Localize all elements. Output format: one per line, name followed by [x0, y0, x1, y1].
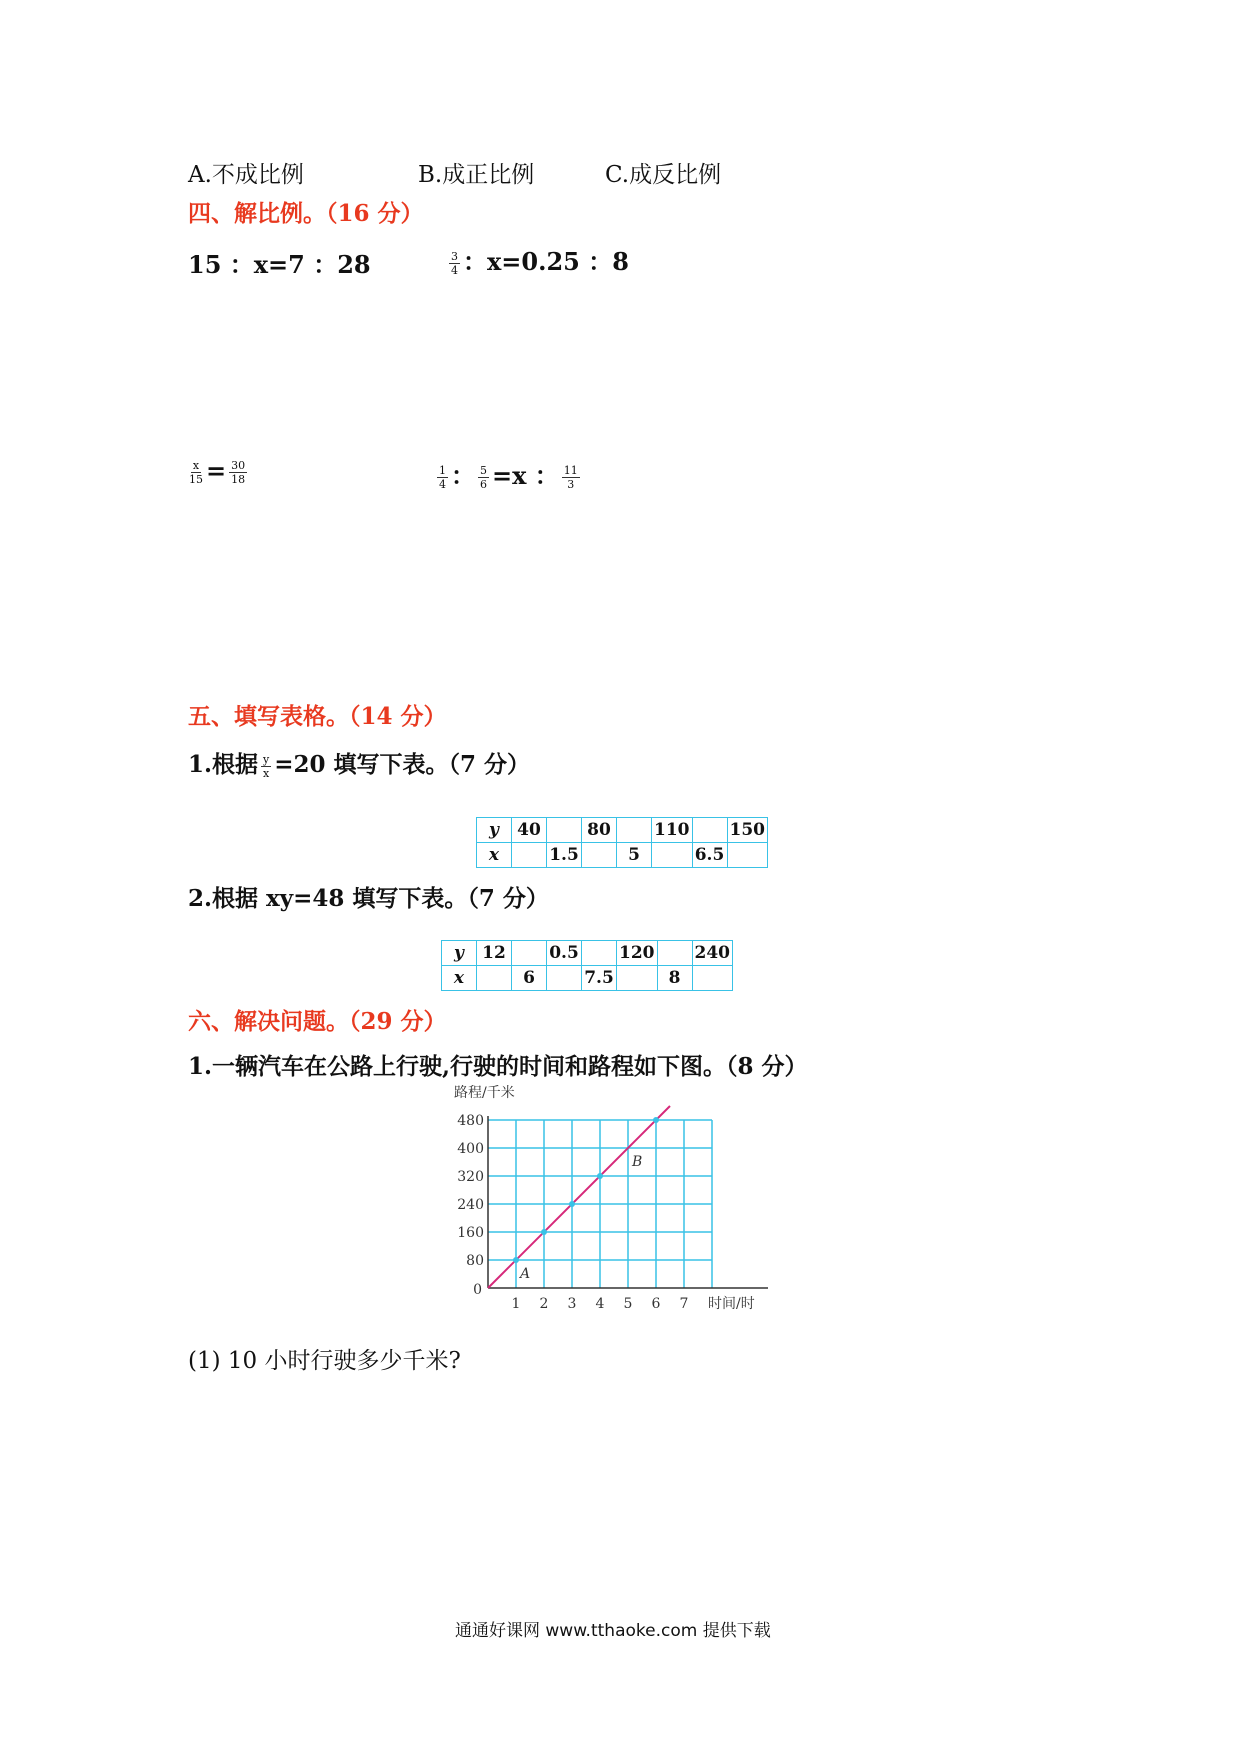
section4-title: 四、解比例。（16 分） — [188, 200, 424, 227]
table-cell: 40 — [512, 818, 547, 843]
table-cell — [547, 966, 582, 991]
x-tick-label: 3 — [567, 1296, 577, 1312]
table-cell: 6 — [512, 966, 547, 991]
table-row — [477, 818, 768, 843]
distance-time-chart — [440, 1085, 800, 1325]
table-cell: 8 — [657, 966, 692, 991]
table-row — [477, 843, 768, 868]
y-tick-label: 80 — [466, 1253, 484, 1269]
fraction: $\frac{y}{x}$ — [263, 752, 270, 780]
y-tick-label: 480 — [457, 1113, 484, 1129]
equation-1: 15 ：x=7 ：28 — [188, 250, 371, 279]
y-tick-label: 160 — [457, 1225, 484, 1241]
table-row — [442, 966, 733, 991]
table-cell — [582, 843, 617, 868]
equation-4: $\frac{1}{4}$ ： $\frac{5}{6}$ =x ： $\frac{11}{3}$ — [439, 461, 578, 491]
y-axis-label: 路程/千米 — [454, 1085, 515, 1101]
table-xy — [441, 940, 733, 991]
y-tick-label: 400 — [457, 1141, 484, 1157]
y-tick-label: 320 — [457, 1169, 484, 1185]
option-c: C.成反比例 — [605, 162, 722, 188]
x-tick-label: 5 — [623, 1296, 633, 1312]
table-cell — [692, 818, 727, 843]
table-cell — [477, 966, 512, 991]
fraction: $\frac{1}{4}$ — [439, 464, 446, 491]
table-cell: 80 — [582, 818, 617, 843]
data-point — [513, 1257, 519, 1263]
question-5-2: 2.根据 xy=48 填写下表。（7 分） — [188, 885, 549, 912]
x-tick-label: 4 — [595, 1296, 605, 1312]
equation-3: $\frac{x}{15}$ = $\frac{30}{18}$ — [189, 456, 246, 486]
x-tick-label: 1 — [511, 1296, 521, 1312]
fraction: $\frac{30}{18}$ — [231, 459, 246, 486]
section5-title: 五、填写表格。（14 分） — [188, 703, 447, 730]
option-a: A.不成比例 — [188, 162, 304, 188]
table-cell: 7.5 — [582, 966, 617, 991]
table-cell: y — [477, 818, 512, 843]
data-point — [653, 1117, 659, 1123]
fraction: $\frac{x}{15}$ — [189, 459, 203, 486]
table-cell: x — [477, 843, 512, 868]
table-cell: y — [442, 941, 477, 966]
section6-title: 六、解决问题。（29 分） — [188, 1008, 447, 1035]
table-cell — [652, 843, 693, 868]
fraction: $\frac{3}{4}$ — [451, 250, 458, 277]
option-b: B.成正比例 — [418, 162, 535, 188]
equation-2: $\frac{3}{4}$ ：x=0.25 ：8 — [451, 247, 629, 277]
y-tick-label: 240 — [457, 1197, 484, 1213]
table-cell: 0.5 — [547, 941, 582, 966]
table-cell — [617, 966, 658, 991]
annotation-label: B — [632, 1154, 643, 1170]
table-cell — [727, 843, 768, 868]
sub-question-1: (1) 10 小时行驶多少千米? — [188, 1348, 461, 1374]
origin-label: 0 — [473, 1282, 482, 1298]
data-point — [541, 1229, 547, 1235]
table-cell: 1.5 — [547, 843, 582, 868]
fraction: $\frac{5}{6}$ — [480, 464, 487, 491]
table-cell: 110 — [652, 818, 693, 843]
table-cell — [692, 966, 733, 991]
table-cell: 120 — [617, 941, 658, 966]
x-tick-label: 2 — [539, 1296, 549, 1312]
data-point — [597, 1173, 603, 1179]
table-cell — [617, 818, 652, 843]
table-cell — [582, 941, 617, 966]
table-cell: 240 — [692, 941, 733, 966]
footer-text: 通通好课网 www.tthaoke.com 提供下载 — [455, 1621, 771, 1641]
table-cell — [657, 941, 692, 966]
table-cell: 5 — [617, 843, 652, 868]
question-5-1: 1.根据 $\frac{y}{x}$ =20 填写下表。（7 分） — [188, 751, 531, 780]
table-cell: 12 — [477, 941, 512, 966]
x-axis-label: 时间/时 — [708, 1296, 755, 1312]
data-point — [569, 1201, 575, 1207]
x-tick-label: 6 — [651, 1296, 661, 1312]
x-tick-label: 7 — [679, 1296, 689, 1312]
table-y-over-x — [476, 817, 768, 868]
table-cell: 150 — [727, 818, 768, 843]
fraction: $\frac{11}{3}$ — [563, 464, 578, 491]
table-row — [442, 941, 733, 966]
table-cell: 6.5 — [692, 843, 727, 868]
annotation-label: A — [520, 1266, 531, 1282]
table-cell — [547, 818, 582, 843]
question-6-1: 1.一辆汽车在公路上行驶,行驶的时间和路程如下图。（8 分） — [188, 1053, 808, 1080]
table-cell: x — [442, 966, 477, 991]
table-cell — [512, 843, 547, 868]
table-cell — [512, 941, 547, 966]
